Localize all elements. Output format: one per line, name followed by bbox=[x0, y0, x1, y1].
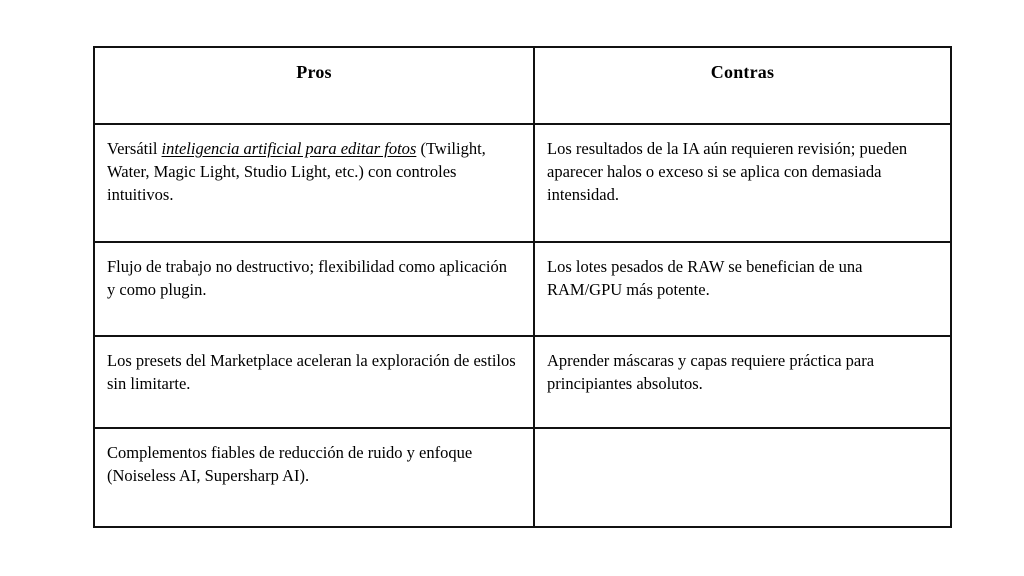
cell-pros-2 bbox=[94, 242, 534, 336]
table-row bbox=[94, 124, 951, 242]
table-header-row bbox=[94, 47, 951, 124]
cell-contras-3 bbox=[534, 336, 951, 428]
pros-text-2: Flujo de trabajo no destructivo; flexibilidad como aplicación y como plugin. bbox=[107, 257, 508, 299]
inline-link-ai-photo-editing[interactable]: inteligencia artificial para editar fotos bbox=[161, 139, 417, 158]
pros-text-suffix-1: (Twilight, Water, Magic Light, Studio Light, etc.) con controles intuitivos. bbox=[107, 139, 486, 204]
column-header-contras: Contras bbox=[534, 47, 951, 124]
cell-pros-3 bbox=[94, 336, 534, 428]
cell-contras-2 bbox=[534, 242, 951, 336]
contras-text-1: Los resultados de la IA aún requieren revisión; pueden aparecer halos o exceso si se aplica con demasiada intensidad. bbox=[547, 139, 908, 204]
table-body bbox=[94, 124, 951, 527]
cell-pros-4 bbox=[94, 428, 534, 527]
table-header bbox=[94, 47, 951, 124]
cell-pros-1 bbox=[94, 124, 534, 242]
contras-text-2: Los lotes pesados de RAW se benefician de una RAM/GPU más potente. bbox=[547, 257, 863, 299]
pros-text-1 bbox=[107, 137, 519, 206]
column-header-pros: Pros bbox=[94, 47, 534, 124]
cell-contras-4 bbox=[534, 428, 951, 527]
pros-text-3: Los presets del Marketplace aceleran la exploración de estilos sin limitarte. bbox=[107, 351, 516, 393]
table-row bbox=[94, 428, 951, 527]
cell-contras-1 bbox=[534, 124, 951, 242]
contras-text-3: Aprender máscaras y capas requiere práctica para principiantes absolutos. bbox=[547, 351, 875, 393]
pros-text-4: Complementos fiables de reducción de ruido y enfoque (Noiseless AI, Supersharp AI). bbox=[107, 443, 473, 485]
table-row bbox=[94, 242, 951, 336]
table-row bbox=[94, 336, 951, 428]
pros-cons-table bbox=[93, 46, 952, 528]
pros-text-prefix-1: Versátil bbox=[107, 139, 162, 158]
contras-text-4 bbox=[547, 441, 936, 442]
